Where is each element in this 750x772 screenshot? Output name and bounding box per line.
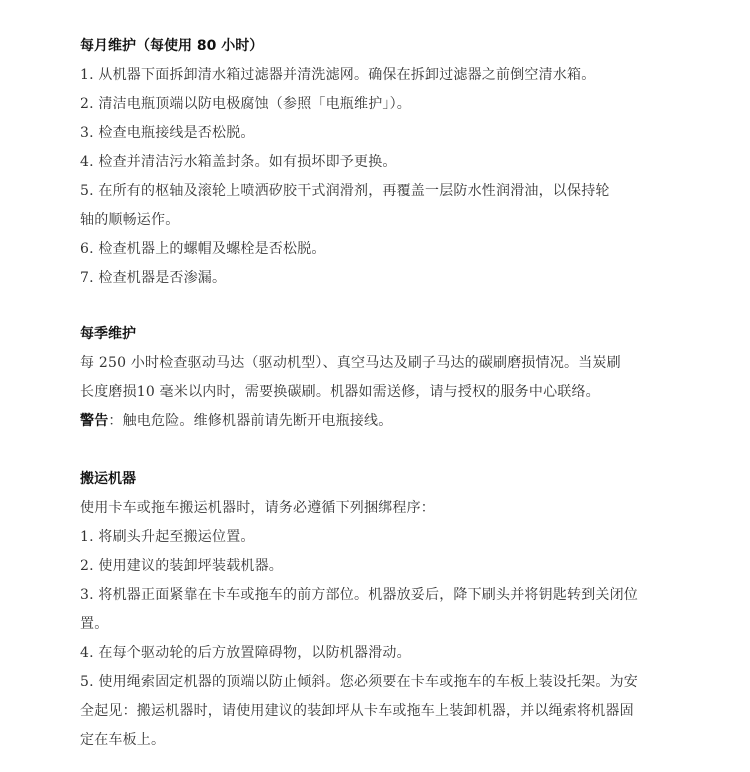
warning-label: 警告 <box>80 413 109 429</box>
monthly-maintenance-section <box>80 32 690 293</box>
monthly-item-3: 3. 检查电瓶接线是否松脱。 <box>80 125 255 141</box>
monthly-item-4: 4. 检查并清洁污水箱盖封条。如有损坏即予更换。 <box>80 154 397 170</box>
monthly-item-2: 2. 清洁电瓶顶端以防电极腐蚀（参照「电瓶维护」）。 <box>80 96 412 112</box>
transport-heading: 搬运机器 <box>80 471 136 487</box>
warning-text: ：触电危险。维修机器前请先断开电瓶接线。 <box>108 413 393 429</box>
transport-intro: 使用卡车或拖车搬运机器时，请务必遵循下列捆绑程序： <box>80 500 435 516</box>
monthly-item-6: 6. 检查机器上的螺帽及螺栓是否松脱。 <box>80 241 326 257</box>
monthly-item-5-cont: 轴的顺畅运作。 <box>80 212 180 228</box>
quarterly-line-1: 每 250 小时检查驱动马达（驱动机型）、真空马达及刷子马达的碳刷磨损情况。当炭刷 <box>80 355 621 371</box>
quarterly-maintenance-section <box>80 320 690 436</box>
transport-item-1: 1. 将刷头升起至搬运位置。 <box>80 529 255 545</box>
transport-section <box>80 465 690 755</box>
monthly-item-5: 5. 在所有的枢轴及滚轮上喷洒矽胶干式润滑剂，再覆盖一层防水性润滑油，以保持轮 <box>80 183 610 199</box>
transport-item-3-cont: 置。 <box>80 616 109 632</box>
transport-item-4: 4. 在每个驱动轮的后方放置障碍物，以防机器滑动。 <box>80 645 411 661</box>
transport-item-5-cont: 全起见：搬运机器时，请使用建议的装卸坪从卡车或拖车上装卸机器，并以绳索将机器固 <box>80 703 634 719</box>
transport-item-5-cont2: 定在车板上。 <box>80 732 166 748</box>
quarterly-maintenance-heading: 每季维护 <box>80 326 136 342</box>
monthly-maintenance-heading: 每月维护（每使用 80 小时） <box>80 38 264 54</box>
transport-item-3: 3. 将机器正面紧靠在卡车或拖车的前方部位。机器放妥后，降下刷头并将钥匙转到关闭位 <box>80 587 639 603</box>
monthly-item-7: 7. 检查机器是否渗漏。 <box>80 270 227 286</box>
warning-line <box>80 407 690 436</box>
transport-item-2: 2. 使用建议的装卸坪装载机器。 <box>80 558 284 574</box>
monthly-item-1: 1. 从机器下面拆卸清水箱过滤器并清洗滤网。确保在拆卸过滤器之前倒空清水箱。 <box>80 67 596 83</box>
transport-item-5: 5. 使用绳索固定机器的顶端以防止倾斜。您必须要在卡车或拖车的车板上装设托架。为安 <box>80 674 639 690</box>
quarterly-line-2: 长度磨损10 毫米以内时，需要换碳刷。机器如需送修，请与授权的服务中心联络。 <box>80 384 600 400</box>
